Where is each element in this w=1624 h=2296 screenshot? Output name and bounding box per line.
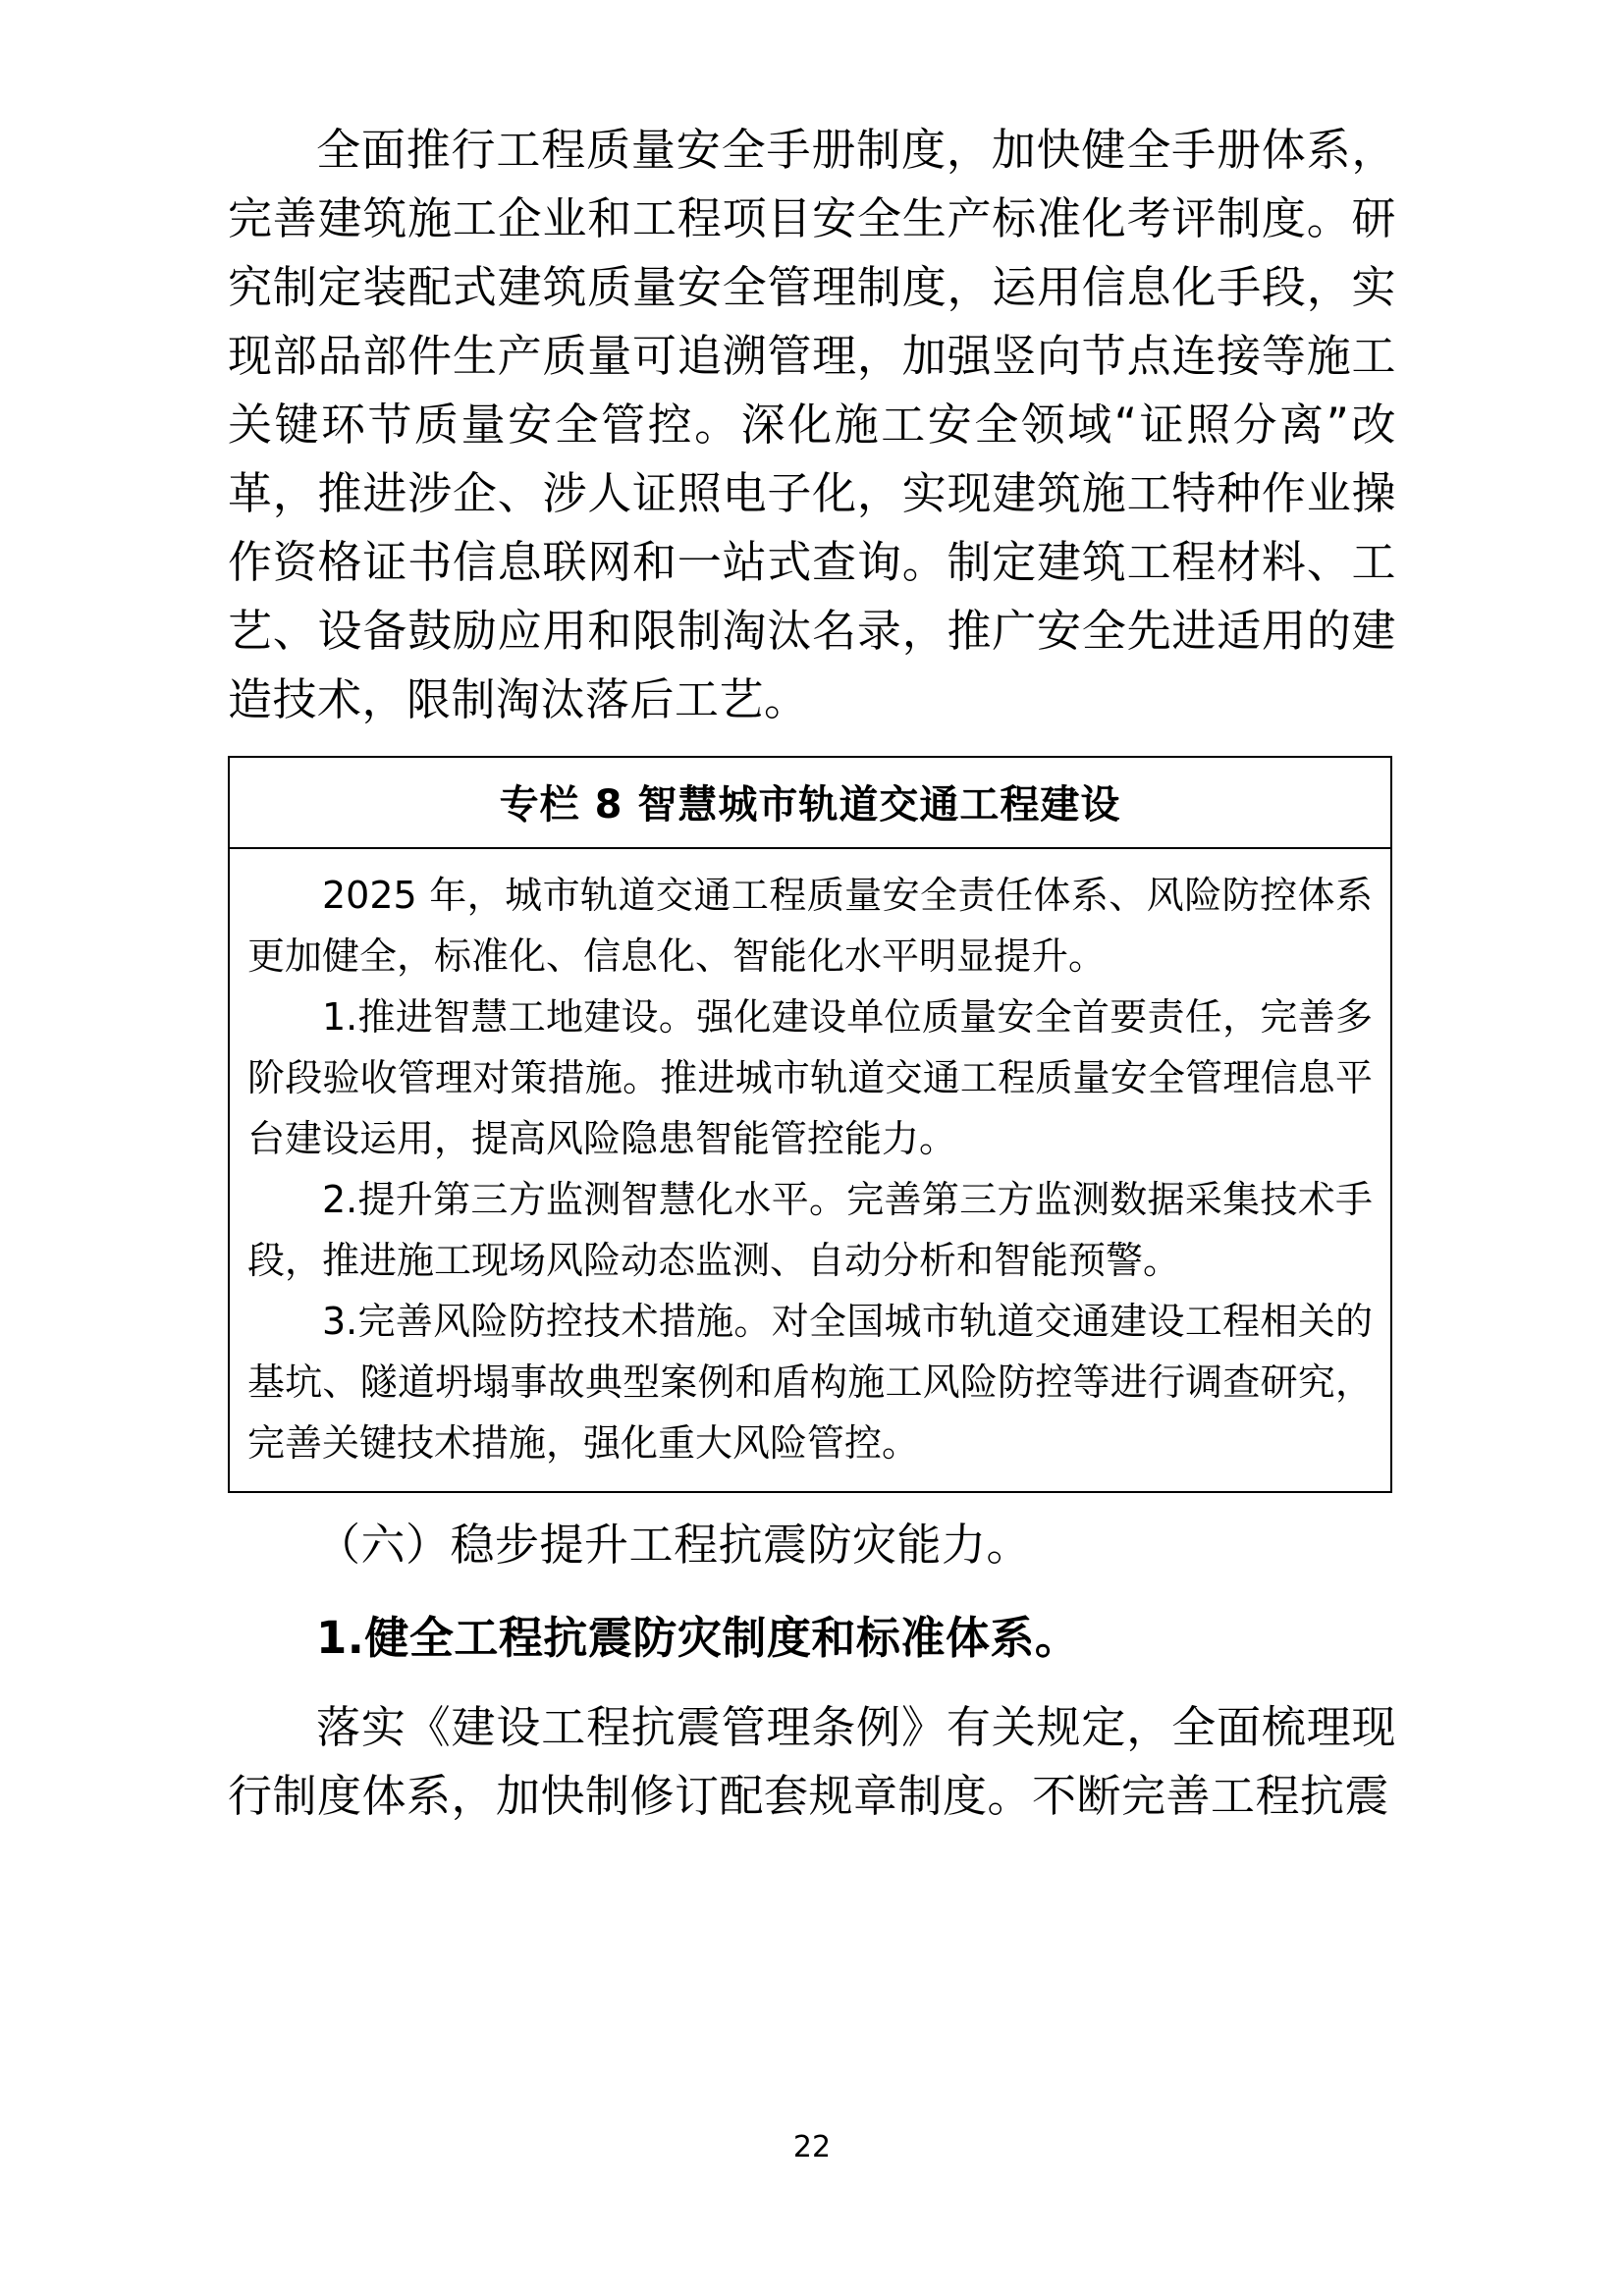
paragraph-earthquake-regulation: 落实《建设工程抗震管理条例》有关规定，全面梳理现行制度体系，加快制修订配套规章制度。不断完善工程抗震 xyxy=(228,1701,1396,1822)
page-content xyxy=(228,116,1396,1831)
paragraph-quality-safety-manual: 全面推行工程质量安全手册制度，加快健全手册体系，完善建筑施工企业和工程项目安全生产标准化考评制度。研究制定装配式建筑质量安全管理制度，运用信息化手段，实现部品部件生产质量可追溯管理，加强竖向节点连接等施工关键环节质量安全管控。深化施工安全领域“证照分离”改革，推进涉企、涉人证照电子化，实现建筑施工特种作业操作资格证书信息联网和一站式查询。制定建筑工程材料、工艺、设备鼓励应用和限制淘汰名录，推广安全先进适用的建造技术，限制淘汰落后工艺。 xyxy=(228,124,1396,725)
page-number: 22 xyxy=(792,2130,832,2164)
callout-paragraph-goal: 2025 年，城市轨道交通工程质量安全责任体系、风险防控体系更加健全，标准化、信息化、智能化水平明显提升。 xyxy=(247,874,1373,978)
callout-title: 专栏 8 智慧城市轨道交通工程建设 xyxy=(230,758,1390,849)
callout-paragraph-item-1: 1.推进智慧工地建设。强化建设单位质量安全首要责任，完善多阶段验收管理对策措施。推进城市轨道交通工程质量安全管理信息平台建设运用，提高风险隐患智能管控能力。 xyxy=(247,995,1373,1160)
subsection-heading-1: 1.健全工程抗震防灾制度和标准体系。 xyxy=(316,1612,1080,1664)
callout-paragraph-item-2: 2.提升第三方监测智慧化水平。完善第三方监测数据采集技术手段，推进施工现场风险动态监测、自动分析和智能预警。 xyxy=(247,1178,1373,1282)
callout-paragraph-item-3: 3.完善风险防控技术措施。对全国城市轨道交通建设工程相关的基坑、隧道坍塌事故典型案例和盾构施工风险防控等进行调查研究，完善关键技术措施，强化重大风险管控。 xyxy=(247,1300,1373,1465)
section-heading-six: （六）稳步提升工程抗震防灾能力。 xyxy=(316,1519,1032,1571)
spacer xyxy=(228,1583,1396,1599)
callout-body xyxy=(230,849,1390,1491)
callout-box-column-8 xyxy=(228,756,1392,1493)
spacer xyxy=(228,1678,1396,1693)
